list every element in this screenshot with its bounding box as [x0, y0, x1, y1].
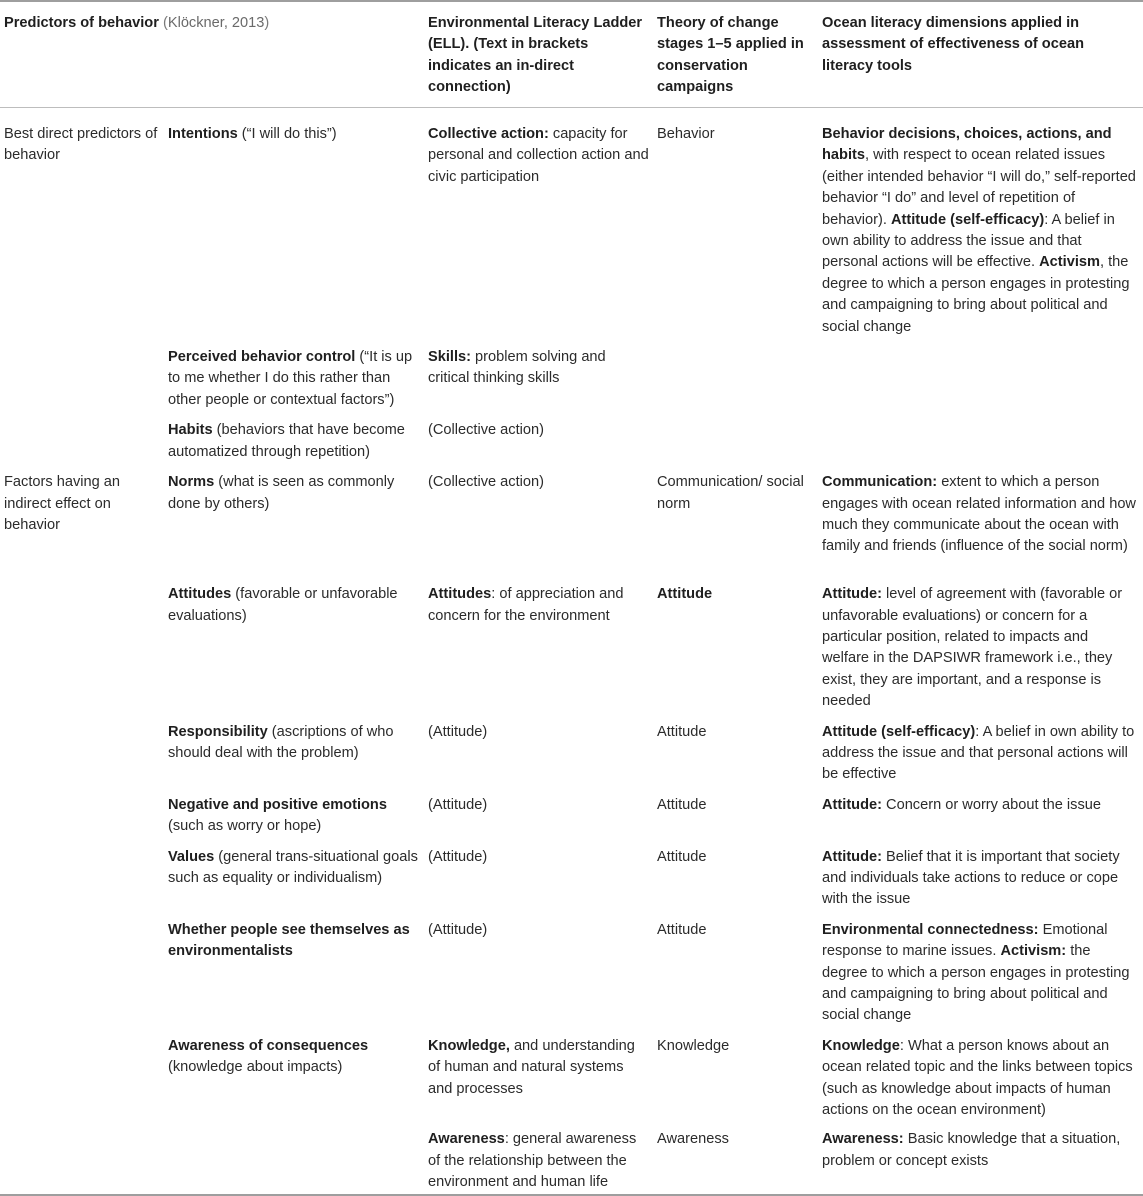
toc-cell	[653, 1027, 818, 1122]
ell-desc: : general awareness of the relationship between the environment and human life	[428, 1131, 637, 1191]
ell-cell	[424, 786, 653, 838]
header-ocean: Ocean literacy dimensions applied in assessment of effectiveness of ocean literacy tools	[818, 1, 1143, 108]
ell-desc: (Attitude)	[428, 796, 488, 813]
predictor-desc: (behaviors that have become automatized through repetition)	[168, 422, 405, 460]
ocean-desc: Concern or worry about the issue	[881, 796, 1101, 813]
category-cell	[0, 911, 164, 1027]
predictor-cell	[164, 338, 424, 411]
ocean-term: Knowledge	[822, 1037, 900, 1054]
ocean-term: Attitude (self-efficacy)	[822, 723, 976, 740]
toc-stage: Attitude	[657, 848, 707, 865]
ell-desc: : of appreciation and concern for the environment	[428, 586, 624, 624]
toc-cell	[653, 713, 818, 786]
header-predictors: Predictors of behavior (Klöckner, 2013)	[0, 1, 424, 108]
ocean-desc: the degree to which a person engages in protesting and campaigning to bring about political and social change	[822, 943, 1130, 1024]
ell-cell	[424, 713, 653, 786]
ocean-desc: level of agreement with (favorable or unfavorable evaluations) or concern for a particular position, related to impacts and welfare in the DAPSIWR framework i.e., they exist, they are important, and a response is needed	[822, 586, 1123, 710]
predictor-cell	[164, 108, 424, 339]
ell-term: Knowledge,	[428, 1037, 510, 1054]
toc-stage: Attitude	[657, 723, 707, 740]
predictor-cell	[164, 575, 424, 712]
ell-desc: and understanding of human and natural systems and processes	[428, 1037, 635, 1097]
ell-term: Attitudes	[428, 586, 492, 603]
toc-stage: Communication/ social norm	[657, 474, 804, 512]
ocean-term: Attitude:	[822, 848, 882, 865]
toc-cell	[653, 1121, 818, 1194]
ell-cell	[424, 463, 653, 575]
predictor-name: Negative and positive emotions	[168, 796, 387, 813]
category-cell	[0, 411, 164, 463]
ell-cell	[424, 1121, 653, 1194]
predictor-desc: (ascriptions of who should deal with the problem)	[168, 723, 394, 761]
ocean-desc: : A belief in own ability to address the issue and that personal actions will be effective.	[822, 211, 1115, 271]
ocean-desc: : What a person knows about an ocean related topic and the links between topics (such as knowledge about impacts of human actions on the ocean environment)	[822, 1037, 1133, 1119]
ell-term: Awareness	[428, 1131, 505, 1148]
predictor-desc: (what is seen as commonly done by others)	[168, 474, 395, 512]
toc-stage: Behavior	[657, 126, 715, 142]
ell-cell	[424, 911, 653, 1027]
table-row	[0, 1121, 1143, 1194]
ell-desc: (Attitude)	[428, 723, 488, 740]
predictor-name: Habits	[168, 422, 213, 439]
ell-desc: problem solving and critical thinking skills	[428, 349, 606, 387]
category-cell	[0, 108, 164, 339]
predictor-name: Norms	[168, 474, 215, 491]
ocean-term: Activism:	[1000, 943, 1067, 960]
ocean-desc: Basic knowledge that a situation, problem or concept exists	[822, 1131, 1121, 1169]
category-cell	[0, 838, 164, 911]
table-row	[0, 338, 1143, 411]
predictor-name: Awareness of consequences	[168, 1037, 369, 1054]
toc-stage: Knowledge	[657, 1037, 730, 1054]
toc-stage: Attitude	[657, 796, 707, 813]
header-toc: Theory of change stages 1–5 applied in conservation campaigns	[653, 1, 818, 108]
predictor-name: Perceived behavior control	[168, 349, 356, 366]
ocean-term: Activism	[1039, 254, 1100, 271]
category-cell	[0, 338, 164, 411]
ocean-cell	[818, 411, 1143, 463]
category-text: Best direct predictors of behavior	[4, 126, 158, 164]
predictor-desc: (“It is up to me whether I do this rather than other people or contextual factors”)	[168, 349, 413, 408]
ell-cell	[424, 1027, 653, 1122]
ell-cell	[424, 108, 653, 339]
ocean-desc: , with respect to ocean related issues (either intended behavior “I will do,” self-reported behavior “I do” and level of repetition of behavior).	[822, 147, 1136, 228]
ocean-term: Behavior decisions, choices, actions, and habits	[822, 126, 1112, 164]
predictor-desc: (“I will do this”)	[237, 126, 337, 142]
ocean-cell	[818, 786, 1143, 838]
ocean-desc: Emotional response to marine issues.	[822, 921, 1108, 960]
predictor-cell	[164, 411, 424, 463]
ell-cell	[424, 838, 653, 911]
predictor-desc: (favorable or unfavorable evaluations)	[168, 586, 398, 624]
table-row	[0, 786, 1143, 838]
ocean-desc: extent to which a person engages with ocean related information and how much they communicate about the ocean with family and friends (influence of the social norm)	[822, 474, 1136, 555]
ocean-cell	[818, 1121, 1143, 1194]
table-row	[0, 575, 1143, 712]
predictor-cell	[164, 463, 424, 575]
predictor-desc: (general trans-situational goals such as equality or individualism)	[168, 848, 418, 886]
predictor-cell	[164, 1121, 424, 1194]
ocean-cell	[818, 463, 1143, 575]
ell-desc: (Attitude)	[428, 848, 488, 865]
category-cell	[0, 786, 164, 838]
ocean-term: Attitude:	[822, 796, 882, 813]
ell-cell	[424, 338, 653, 411]
ocean-desc: Belief that it is important that society and individuals take actions to reduce or cope with the issue	[822, 848, 1120, 908]
category-cell	[0, 575, 164, 712]
citation-link[interactable]: Klöckner, 2013	[167, 15, 265, 31]
ell-desc: (Collective action)	[428, 474, 544, 491]
toc-cell	[653, 338, 818, 411]
ocean-desc: : A belief in own ability to address the issue and that personal actions will be effective	[822, 723, 1135, 783]
table-row	[0, 411, 1143, 463]
table-row	[0, 1027, 1143, 1122]
predictor-cell	[164, 1027, 424, 1122]
predictor-name: Whether people see themselves as environmentalists	[168, 921, 410, 960]
ell-desc: capacity for personal and collection action and civic participation	[428, 126, 649, 185]
toc-cell	[653, 838, 818, 911]
predictor-desc: (knowledge about impacts)	[168, 1059, 343, 1076]
toc-stage: Attitude	[657, 921, 707, 938]
header-ell: Environmental Literacy Ladder (ELL). (Text in brackets indicates an in-direct connection)	[424, 1, 653, 108]
table-row	[0, 713, 1143, 786]
predictor-name: Attitudes	[168, 586, 232, 603]
category-cell	[0, 463, 164, 575]
category-cell	[0, 713, 164, 786]
table-row	[0, 463, 1143, 575]
ocean-cell	[818, 838, 1143, 911]
predictor-cell	[164, 713, 424, 786]
ocean-cell	[818, 1027, 1143, 1122]
toc-stage: Attitude	[657, 586, 713, 603]
toc-stage: Awareness	[657, 1131, 729, 1148]
toc-cell	[653, 786, 818, 838]
category-text: Factors having an indirect effect on behavior	[4, 474, 121, 533]
table-row	[0, 911, 1143, 1027]
toc-cell	[653, 911, 818, 1027]
predictor-desc: (such as worry or hope)	[168, 818, 322, 835]
toc-cell	[653, 411, 818, 463]
predictor-cell	[164, 911, 424, 1027]
predictor-cell	[164, 838, 424, 911]
predictor-name: Values	[168, 848, 215, 865]
toc-cell	[653, 463, 818, 575]
ocean-term: Environmental connectedness:	[822, 921, 1039, 938]
ocean-desc: , the degree to which a person engages in protesting and campaigning to bring about political and social change	[822, 254, 1130, 335]
ocean-cell	[818, 108, 1143, 339]
ocean-term: Attitude (self-efficacy)	[890, 211, 1045, 228]
ocean-cell	[818, 338, 1143, 411]
category-cell	[0, 1121, 164, 1194]
toc-cell	[653, 108, 818, 339]
ell-cell	[424, 575, 653, 712]
ell-desc: (Attitude)	[428, 921, 488, 938]
ell-desc: (Collective action)	[428, 422, 544, 439]
ocean-term: Awareness:	[822, 1131, 904, 1148]
table-row	[0, 838, 1143, 911]
category-cell	[0, 1027, 164, 1122]
ell-cell	[424, 411, 653, 463]
ocean-term: Attitude:	[822, 586, 882, 603]
predictor-name: Intentions	[168, 126, 238, 142]
toc-cell	[653, 575, 818, 712]
predictor-cell	[164, 786, 424, 838]
ell-term: Skills:	[428, 349, 471, 366]
table-row	[0, 108, 1143, 339]
predictor-name: Responsibility	[168, 723, 268, 740]
ocean-term: Communication:	[822, 474, 938, 491]
ocean-cell	[818, 911, 1143, 1027]
ocean-cell	[818, 713, 1143, 786]
ocean-cell	[818, 575, 1143, 712]
ell-term: Collective action:	[428, 126, 549, 142]
header-row	[0, 1, 1143, 108]
